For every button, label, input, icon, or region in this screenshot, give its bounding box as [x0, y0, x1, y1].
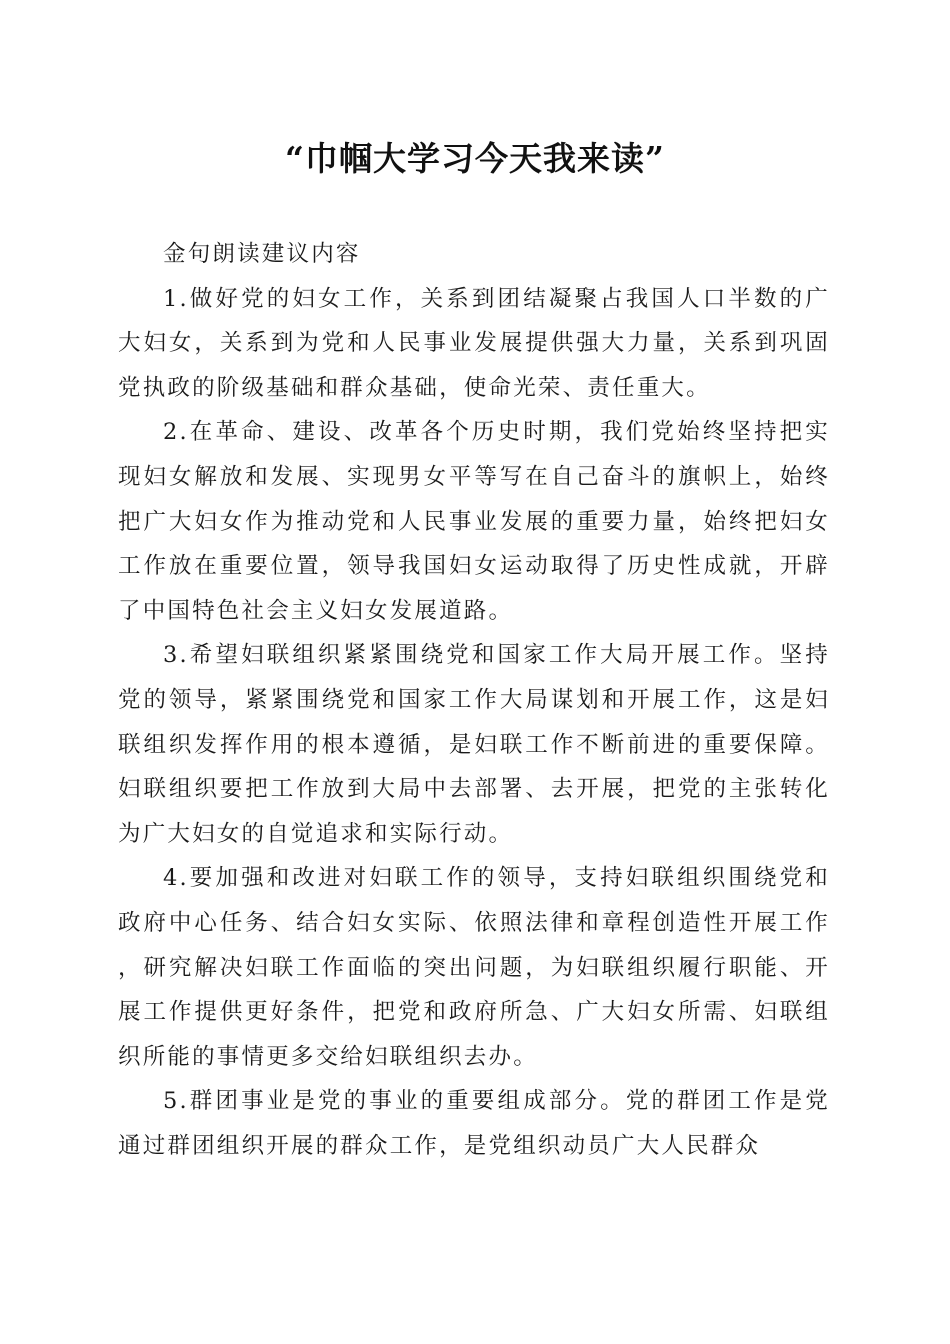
document-title: “巾帼大学习今天我来读”	[285, 139, 665, 178]
paragraph-3: 3.希望妇联组织紧紧围绕党和国家工作大局开展工作。坚持党的领导，紧紧围绕党和国家工作大局谋划和开展工作，这是妇联组织发挥作用的根本遵循，是妇联工作不断前进的重要保障。妇联组织要把工作放到大局中去部署、去开展，把党的主张转化为广大妇女的自觉追求和实际行动。	[118, 642, 830, 847]
paragraph-1: 1.做好党的妇女工作，关系到团结凝聚占我国人口半数的广大妇女，关系到为党和人民事业发展提供强大力量，关系到巩固党执政的阶级基础和群众基础，使命光荣、责任重大。	[118, 285, 830, 401]
paragraph-4: 4.要加强和改进对妇联工作的领导，支持妇联组织围绕党和政府中心任务、结合妇女实际、依照法律和章程创造性开展工作，研究解决妇联工作面临的突出问题，为妇联组织履行职能、开展工作提供更好条件，把党和政府所急、广大妇女所需、妇联组织所能的事情更多交给妇联组织去办。	[118, 865, 830, 1070]
paragraph-5: 5.群团事业是党的事业的重要组成部分。党的群团工作是党通过群团组织开展的群众工作，是党组织动员广大人民群众	[118, 1088, 830, 1159]
document-body	[118, 232, 830, 1168]
subtitle-paragraph: 金句朗读建议内容	[163, 241, 361, 267]
paragraph-2: 2.在革命、建设、改革各个历史时期，我们党始终坚持把实现妇女解放和发展、实现男女平等写在自己奋斗的旗帜上，始终把广大妇女作为推动党和人民事业发展的重要力量，始终把妇女工作放在重要位置，领导我国妇女运动取得了历史性成就，开辟了中国特色社会主义妇女发展道路。	[118, 419, 830, 624]
